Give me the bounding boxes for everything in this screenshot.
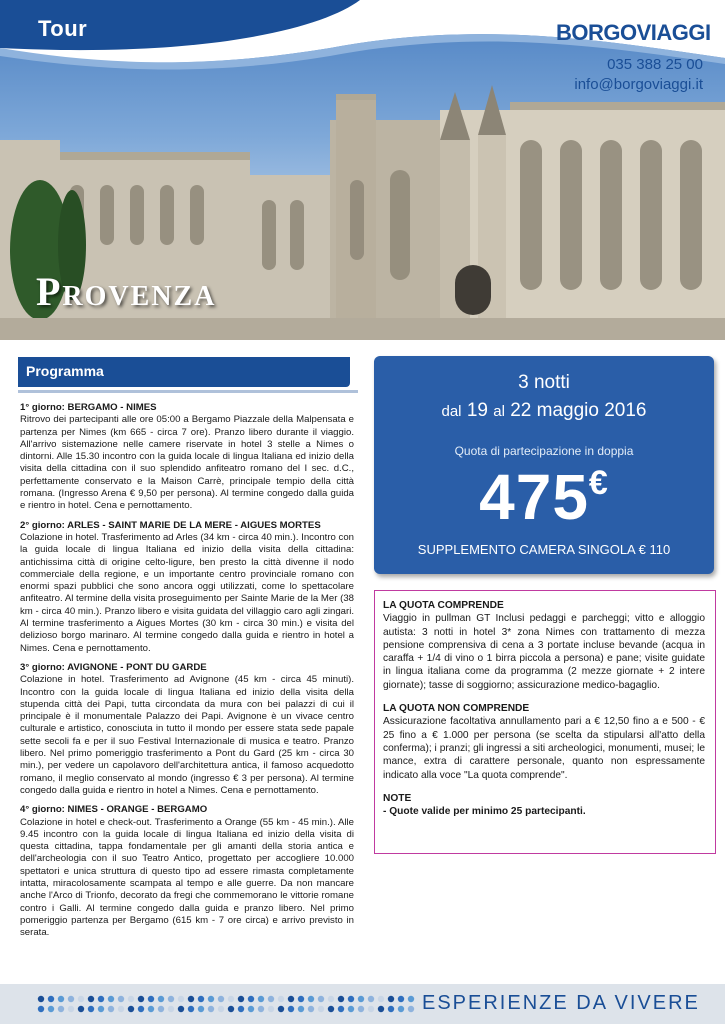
- decorative-dot: [228, 1006, 234, 1012]
- day-2: [20, 520, 354, 655]
- includes-text: Viaggio in pullman GT Inclusi pedaggi e parcheggi; vitto e alloggio autista: 3 notti in hotel 3* zona Nimes con trattamento di mezza pensione comprensiva di cena a 3 portate incluse bevande (acqua in caraffa + 1/4 di vino o 1 birra piccola a persona) e pane; visite guidate in lingua italiana come da programma (2 mezze giornate + 2 intere giornate); tasse di soggiorno; assicurazione medico-bagaglio.: [383, 613, 705, 691]
- day-text: Colazione in hotel. Trasferimento ad Arles (34 km - circa 40 min.). Incontro con la guida locale di lingua Italiana ed inizio della visita della cittadina: antichissima città di origine celto-ligure, ben presto la città divenne il nodo commerciale della regione, e un importante centro provinciale romano con enormi spazi pubblici che sono ancora oggi utilizzati, come lo spettacolare anfiteatro. Al termine della visita proseguimento per Sainte Marie de la Mer (38 km - circa 40 min.). Pranzo libero e visita guidata del villaggio caro agli zingari. Al termine trasferimento a Aigues Mortes (30 km - circa 30 min.) e visita del delizioso borgo marinaro. Al termine congedo dalla guida e rientro in hotel a Nimes. Cena e pernottamento.: [20, 531, 354, 654]
- day-title: 2° giorno: ARLES - SAINT MARIE DE LA MERE - AIGUES MORTES: [20, 519, 321, 531]
- info-box: [374, 590, 716, 854]
- borgoviaggi-logo: BORGOVIAGGI: [556, 20, 711, 45]
- decorative-dot: [188, 996, 194, 1002]
- info-content: [383, 599, 705, 828]
- decorative-dot: [158, 996, 164, 1002]
- day-4: [20, 804, 354, 939]
- decorative-dot: [238, 1006, 244, 1012]
- decorative-dot: [118, 1006, 124, 1012]
- decorative-dot: [208, 1006, 214, 1012]
- decorative-dot: [318, 1006, 324, 1012]
- decorative-dot: [378, 1006, 384, 1012]
- decorative-dot: [308, 1006, 314, 1012]
- note-section: [383, 792, 705, 819]
- decorative-dot: [88, 1006, 94, 1012]
- decorative-dot: [288, 1006, 294, 1012]
- decorative-dot: [398, 996, 404, 1002]
- decorative-dot: [398, 1006, 404, 1012]
- decorative-dot: [98, 996, 104, 1002]
- date-from: 19: [466, 400, 488, 421]
- decorative-dot: [178, 996, 184, 1002]
- day-3: [20, 662, 354, 797]
- decorative-dot: [298, 996, 304, 1002]
- decorative-dot: [128, 1006, 134, 1012]
- day-1: [20, 402, 354, 513]
- decorative-dot: [158, 1006, 164, 1012]
- decorative-dot: [338, 1006, 344, 1012]
- programma-heading-bar: [18, 357, 350, 387]
- travel-dates: [374, 400, 714, 422]
- price-box: [374, 356, 714, 574]
- decorative-dot: [168, 996, 174, 1002]
- decorative-dot: [98, 1006, 104, 1012]
- decorative-dot: [148, 996, 154, 1002]
- decorative-dot: [368, 996, 374, 1002]
- decorative-dot: [188, 1006, 194, 1012]
- nights: 3 notti: [518, 372, 570, 393]
- decorative-dot: [348, 996, 354, 1002]
- decorative-dot: [298, 1006, 304, 1012]
- decorative-dot: [278, 1006, 284, 1012]
- decorative-dot: [48, 1006, 54, 1012]
- decorative-dot: [248, 1006, 254, 1012]
- decorative-dot: [328, 1006, 334, 1012]
- decorative-dot: [68, 1006, 74, 1012]
- header-photo: [0, 0, 725, 340]
- decorative-dot: [308, 996, 314, 1002]
- decorative-dot: [138, 1006, 144, 1012]
- page-title: Provenza: [36, 269, 217, 314]
- decorative-dot: [118, 996, 124, 1002]
- tour-label: Tour: [38, 16, 88, 41]
- dates-al: al: [493, 403, 505, 420]
- note-text: - Quote valide per minimo 25 partecipanti.: [383, 806, 586, 818]
- note-title: NOTE: [383, 792, 412, 804]
- decorative-dot: [248, 996, 254, 1002]
- decorative-dot: [238, 996, 244, 1002]
- price-value: 475: [479, 461, 589, 533]
- dates-dal: dal: [441, 403, 462, 420]
- excludes-text: Assicurazione facoltativa annullamento pari a € 12,50 fino a e 500 - € 25 fino a € 1.000 per persona (se scelta da stipularsi all'atto della conferma); i pranzi; gli ingressi a siti archeologici, monumenti, musei; le mance, extra di carattere personale, quanto non espressamente indicato alla voce "La quota comprende".: [383, 716, 705, 781]
- decorative-dot: [128, 996, 134, 1002]
- decorative-dot: [88, 996, 94, 1002]
- decorative-dot: [208, 996, 214, 1002]
- day-text: Colazione in hotel e check-out. Trasferimento a Orange (55 km - 45 min.). Alle 9.45 incontro con la guida locale di lingua Italiana ed inizio della visita di questa cittadina, tappa fondamentale per gli amanti della storia antica e dell'archeologia con il suo Teatro Antico, progettato per accogliere 10.000 spettatori e unica struttura di questo tipo ad essere rimasta completamente intatta, miracolosamente scampata al tempo e alle guerre. Da non mancare anche l'Arco di Trionfo, decorato da fregi che commemorano le vittorie romane contro i Galli. Al termine congedo dalla guida e pranzo libero. Nel primo pomeriggio partenza per Bergamo (615 km - 7 ore circa) e arrivo previsto in serata.: [20, 816, 354, 939]
- single-room-supplement: SUPPLEMENTO CAMERA SINGOLA € 110: [417, 542, 671, 557]
- decorative-dot: [348, 1006, 354, 1012]
- decorative-dot: [78, 1006, 84, 1012]
- decorative-dot: [378, 996, 384, 1002]
- decorative-dot: [268, 1006, 274, 1012]
- day-text: Ritrovo dei partecipanti alle ore 05:00 a Bergamo Piazzale della Malpensata e partenza per Nimes (km 665 - circa 7 ore). Pranzo libero durante il viaggio. All'arrivo sistemazione nelle camere riservate in hotel 3 stelle a Nimes o dintorni. Alle 15.30 incontro con la guida locale di lingua Italiana ed inizio della visita della cittadina con il suo splendido anfiteatro romano del I sec. d.C., perfettamente conservato e la Maison Carrè, principale tempio della città romana. (Ingresso Arena € 9,50 per persona). Al termine congedo dalla guida e rientro in hotel. Cena e pernottamento.: [20, 414, 354, 512]
- excludes-title: LA QUOTA NON COMPRENDE: [383, 703, 530, 715]
- decorative-dot: [38, 1006, 44, 1012]
- decorative-dot: [168, 1006, 174, 1012]
- decorative-dot: [258, 996, 264, 1002]
- decorative-dot: [288, 996, 294, 1002]
- day-title: 3° giorno: AVIGNONE - PONT DU GARDE: [20, 661, 207, 673]
- includes-title: LA QUOTA COMPRENDE: [383, 600, 504, 611]
- programma-heading: Programma: [26, 363, 104, 379]
- decorative-dot: [148, 1006, 154, 1012]
- decorative-dot: [178, 1006, 184, 1012]
- phone-number[interactable]: 035 388 25 00: [607, 56, 703, 73]
- programma-text: [20, 402, 354, 946]
- decorative-dot: [108, 996, 114, 1002]
- decorative-dot: [338, 996, 344, 1002]
- quota-label: Quota di partecipazione in doppia: [454, 444, 634, 458]
- day-title: 1° giorno: BERGAMO - NIMES: [20, 402, 157, 413]
- decorative-dot: [68, 996, 74, 1002]
- decorative-dot: [228, 996, 234, 1002]
- decorative-dot: [268, 996, 274, 1002]
- decorative-dot: [358, 1006, 364, 1012]
- email-address[interactable]: info@borgoviaggi.it: [574, 76, 703, 93]
- decorative-dot: [218, 1006, 224, 1012]
- decorative-dot: [258, 1006, 264, 1012]
- decorative-dot: [218, 996, 224, 1002]
- decorative-dot: [408, 996, 414, 1002]
- decorative-dot: [388, 996, 394, 1002]
- decorative-dot: [58, 996, 64, 1002]
- day-text: Colazione in hotel. Trasferimento ad Avignone (45 km - circa 45 minuti). Incontro con la guida locale di lingua Italiana ed inizio della visita della stupenda città dei Papi, tutta circondata da mura con bei palazzi di cui il principale è il monumentale Palazzo dei Papi. Avignone è un vivace centro culturale e artistico, conosciuta in tutto il mondo per essere stata sede papale sette secoli fa e per il suo Festival Internazionale di musica e teatro. Pranzo libero. Nel primo pomeriggio trasferimento a Pont du Gard (25 km - circa 30 min.), per vedere un capolavoro dell'architettura antica, il famoso acquedotto romano, il meglio conservato al mondo (ingresso € 3 per persona). Al termine congedo dalla guida e rientro in hotel a Nimes. Cena e pernottamento.: [20, 674, 354, 796]
- decorative-dot: [408, 1006, 414, 1012]
- price-currency: €: [588, 464, 609, 502]
- decorative-dot: [108, 1006, 114, 1012]
- decorative-dot: [358, 996, 364, 1002]
- date-to: 22 maggio 2016: [510, 400, 647, 421]
- day-title: 4° giorno: NIMES - ORANGE - BERGAMO: [20, 804, 208, 816]
- decorative-dot: [278, 996, 284, 1002]
- decorative-dot: [328, 996, 334, 1002]
- decorative-dot: [198, 1006, 204, 1012]
- decorative-dots: [36, 994, 416, 1014]
- programma-rule: [18, 390, 358, 393]
- includes-section: [383, 599, 705, 692]
- footer-slogan: ESPERIENZE DA VIVERE: [422, 992, 700, 1014]
- decorative-dot: [48, 996, 54, 1002]
- decorative-dot: [78, 996, 84, 1002]
- decorative-dot: [138, 996, 144, 1002]
- footer-band: [0, 984, 725, 1024]
- decorative-dot: [198, 996, 204, 1002]
- decorative-dot: [38, 996, 44, 1002]
- decorative-dot: [58, 1006, 64, 1012]
- excludes-section: [383, 702, 705, 782]
- decorative-dot: [318, 996, 324, 1002]
- decorative-dot: [368, 1006, 374, 1012]
- decorative-dot: [388, 1006, 394, 1012]
- price: [374, 460, 714, 534]
